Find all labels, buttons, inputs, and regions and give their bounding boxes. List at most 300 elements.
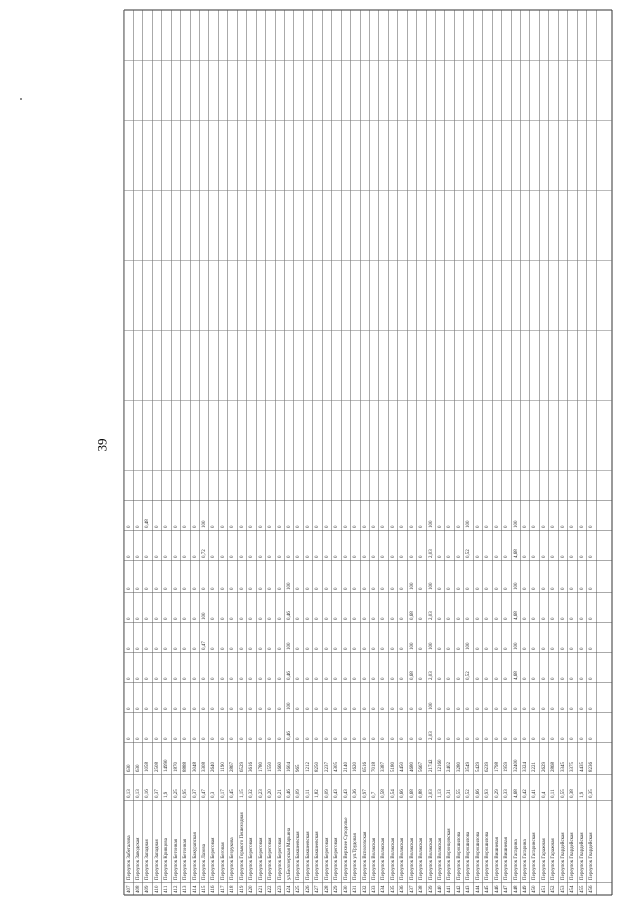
value-cell: 0 bbox=[541, 555, 547, 558]
street-name: Переулок Верхнее Суходолье bbox=[343, 817, 349, 880]
value-cell: 0 bbox=[371, 677, 377, 680]
street-name: Переулок Волжская bbox=[371, 837, 377, 880]
area-m2: 2867 bbox=[230, 762, 236, 772]
row-number: 444 bbox=[475, 885, 481, 893]
row-number: 436 bbox=[400, 885, 406, 893]
value-cell: 100 bbox=[409, 582, 415, 590]
value-cell: 0 bbox=[192, 677, 198, 680]
value-cell: 0 bbox=[456, 617, 462, 620]
row-number: 441 bbox=[447, 885, 453, 893]
row-number: 446 bbox=[494, 885, 500, 893]
area-m2: 2237 bbox=[324, 762, 330, 772]
area-m2: 2140 bbox=[343, 762, 349, 772]
value-cell: 0 bbox=[343, 677, 349, 680]
value-cell: 0 bbox=[353, 617, 359, 620]
area-m2: 2640 bbox=[211, 762, 217, 772]
length-km: 0,7 bbox=[371, 791, 377, 798]
area-m2: 630 bbox=[126, 764, 132, 772]
row-number: 442 bbox=[456, 885, 462, 893]
value-cell: 0 bbox=[183, 737, 189, 740]
row-number: 431 bbox=[353, 885, 359, 893]
value-cell: 0 bbox=[164, 587, 170, 590]
area-m2: 4435 bbox=[579, 762, 585, 772]
value-cell: 0 bbox=[305, 677, 311, 680]
length-km: 0,35 bbox=[589, 789, 595, 798]
value-cell: 0 bbox=[324, 647, 330, 650]
value-cell: 0 bbox=[551, 587, 557, 590]
length-km: 0,42 bbox=[522, 789, 528, 798]
value-cell: 0 bbox=[277, 587, 283, 590]
value-cell: 0 bbox=[570, 707, 576, 710]
value-cell: 0 bbox=[541, 737, 547, 740]
value-cell: 0 bbox=[126, 737, 132, 740]
value-cell: 0 bbox=[315, 677, 321, 680]
value-cell: 0 bbox=[239, 647, 245, 650]
value-cell: 0 bbox=[390, 617, 396, 620]
value-cell: 0 bbox=[324, 555, 330, 558]
length-km: 1,13 bbox=[438, 789, 444, 798]
value-cell: 0 bbox=[173, 555, 179, 558]
row-number: 408 bbox=[135, 885, 141, 893]
value-cell: 0 bbox=[353, 707, 359, 710]
value-cell: 0 bbox=[475, 587, 481, 590]
value-cell: 0 bbox=[504, 555, 510, 558]
value-cell: 0 bbox=[589, 707, 595, 710]
value-cell: 0 bbox=[381, 617, 387, 620]
value-cell: 0 bbox=[438, 587, 444, 590]
value-cell: 0 bbox=[334, 647, 340, 650]
row-number: 449 bbox=[522, 885, 528, 893]
row-number: 429 bbox=[334, 885, 340, 893]
value-cell: 0 bbox=[362, 737, 368, 740]
length-km: 0,47 bbox=[202, 789, 208, 798]
value-cell: 0 bbox=[334, 677, 340, 680]
value-cell: 100 bbox=[428, 582, 434, 590]
street-name: Переулок Волжская bbox=[409, 837, 415, 880]
value-cell: 0 bbox=[362, 587, 368, 590]
value-cell: 0 bbox=[343, 647, 349, 650]
length-km: 0,88 bbox=[419, 789, 425, 798]
row-number: 412 bbox=[173, 885, 179, 893]
value-cell: 0 bbox=[532, 525, 538, 528]
length-km: 1,9 bbox=[164, 791, 170, 798]
value-cell: 0 bbox=[135, 677, 141, 680]
value-cell: 0 bbox=[315, 737, 321, 740]
street-name: Переулок Воронцовская bbox=[447, 828, 453, 880]
length-km: 0,13 bbox=[126, 789, 132, 798]
value-cell: 0 bbox=[230, 677, 236, 680]
value-cell: 0 bbox=[362, 525, 368, 528]
area-m2: 3549 bbox=[466, 762, 472, 772]
street-name: Переулок Гагарина bbox=[522, 839, 528, 880]
row-number: 424 bbox=[286, 885, 292, 893]
value-cell: 0 bbox=[202, 737, 208, 740]
row-number: 428 bbox=[324, 885, 330, 893]
value-cell: 0 bbox=[183, 617, 189, 620]
value-cell: 0 bbox=[164, 555, 170, 558]
area-m2: 2221 bbox=[532, 762, 538, 772]
value-cell: 100 bbox=[513, 642, 519, 650]
value-cell: 0 bbox=[570, 737, 576, 740]
area-m2: 6239 bbox=[485, 762, 491, 772]
row-number: 448 bbox=[513, 885, 519, 893]
value-cell: 0 bbox=[381, 707, 387, 710]
value-cell: 0 bbox=[135, 525, 141, 528]
value-cell: 0 bbox=[560, 555, 566, 558]
value-cell: 0 bbox=[268, 647, 274, 650]
value-cell: 0 bbox=[173, 525, 179, 528]
value-cell: 0 bbox=[560, 677, 566, 680]
row-number: 440 bbox=[438, 885, 444, 893]
value-cell: 0 bbox=[362, 647, 368, 650]
area-m2: 1959 bbox=[504, 762, 510, 772]
value-cell: 0 bbox=[277, 647, 283, 650]
value-cell: 0 bbox=[211, 617, 217, 620]
street-name: Переулок Гагаринская bbox=[532, 832, 538, 880]
value-cell: 0 bbox=[371, 737, 377, 740]
value-cell: 0 bbox=[390, 525, 396, 528]
value-cell: 0 bbox=[409, 737, 415, 740]
value-cell: 0 bbox=[560, 647, 566, 650]
value-cell: 0 bbox=[192, 737, 198, 740]
value-cell: 0 bbox=[192, 707, 198, 710]
value-cell: 0 bbox=[126, 587, 132, 590]
value-cell: 0 bbox=[522, 525, 528, 528]
street-name: Переулок Волжская bbox=[400, 837, 406, 880]
value-cell: 0 bbox=[343, 617, 349, 620]
row-number: 407 bbox=[126, 885, 132, 893]
value-cell: 0 bbox=[504, 647, 510, 650]
value-cell: 0 bbox=[249, 555, 255, 558]
value-cell: 100 bbox=[286, 642, 292, 650]
value-cell: 0 bbox=[485, 617, 491, 620]
row-number: 427 bbox=[315, 885, 321, 893]
value-cell: 0 bbox=[268, 737, 274, 740]
value-cell: 0 bbox=[296, 707, 302, 710]
value-cell: 0 bbox=[305, 737, 311, 740]
street-name: Переулок Гаражная bbox=[551, 838, 557, 880]
street-name: Переулок Береговая bbox=[249, 837, 255, 880]
length-km: 0,95 bbox=[183, 789, 189, 798]
value-cell: 0 bbox=[541, 525, 547, 528]
row-number: 419 bbox=[239, 885, 245, 893]
area-m2: 5180 bbox=[390, 762, 396, 772]
area-m2: 7018 bbox=[371, 762, 377, 772]
street-name: Переулок Бетонная bbox=[183, 839, 189, 880]
value-cell: 0 bbox=[173, 647, 179, 650]
value-cell: 0 bbox=[579, 617, 585, 620]
street-name: Переулок Береговая bbox=[268, 837, 274, 880]
value-cell: 0 bbox=[334, 525, 340, 528]
value-cell: 0 bbox=[183, 707, 189, 710]
length-km: 0,21 bbox=[277, 789, 283, 798]
value-cell: 0 bbox=[551, 525, 557, 528]
area-m2: 8888 bbox=[183, 762, 189, 772]
row-number: 425 bbox=[296, 885, 302, 893]
value-cell: 0 bbox=[541, 617, 547, 620]
length-km: 0,97 bbox=[362, 789, 368, 798]
value-cell: 0 bbox=[258, 555, 264, 558]
value-cell: 0 bbox=[353, 647, 359, 650]
row-number: 421 bbox=[258, 885, 264, 893]
value-cell: 0 bbox=[541, 647, 547, 650]
area-m2: 3048 bbox=[192, 762, 198, 772]
area-m2: 8250 bbox=[315, 762, 321, 772]
value-cell: 0 bbox=[315, 587, 321, 590]
value-cell: 0 bbox=[277, 617, 283, 620]
value-cell: 0 bbox=[154, 737, 160, 740]
value-cell: 0 bbox=[522, 617, 528, 620]
street-name: Переулок Гвардейская bbox=[589, 832, 595, 880]
value-cell: 0 bbox=[362, 617, 368, 620]
row-number: 422 bbox=[268, 885, 274, 893]
value-cell: 0 bbox=[258, 617, 264, 620]
value-cell: 0 bbox=[192, 555, 198, 558]
street-name: Переулок Волжская bbox=[438, 837, 444, 880]
street-name: Переулок Бетонная bbox=[173, 839, 179, 880]
row-number: 454 bbox=[570, 885, 576, 893]
row-number: 414 bbox=[192, 885, 198, 893]
area-m2: 8236 bbox=[589, 762, 595, 772]
value-cell: 0 bbox=[192, 647, 198, 650]
value-cell: 0 bbox=[494, 525, 500, 528]
value-cell: 0 bbox=[447, 555, 453, 558]
value-cell: 0 bbox=[570, 677, 576, 680]
row-number: 416 bbox=[211, 885, 217, 893]
value-cell: 0 bbox=[324, 525, 330, 528]
value-cell: 0 bbox=[164, 707, 170, 710]
value-cell: 0 bbox=[192, 525, 198, 528]
value-cell: 0 bbox=[447, 617, 453, 620]
value-cell: 0 bbox=[456, 525, 462, 528]
row-number: 426 bbox=[305, 885, 311, 893]
street-name: Переулок Западная bbox=[154, 839, 160, 880]
value-cell: 0 bbox=[145, 617, 151, 620]
value-cell: 0 bbox=[324, 677, 330, 680]
street-name: Переулок Береговая bbox=[258, 837, 264, 880]
value-cell: 0 bbox=[192, 617, 198, 620]
value-cell: 0 bbox=[315, 555, 321, 558]
value-cell: 0 bbox=[570, 525, 576, 528]
value-cell: 0 bbox=[126, 677, 132, 680]
value-cell: 0,68 bbox=[409, 671, 415, 680]
value-cell: 0 bbox=[560, 525, 566, 528]
street-name: Переулок Лазова bbox=[202, 844, 208, 880]
value-cell: 0,72 bbox=[202, 549, 208, 558]
value-cell: 0 bbox=[258, 587, 264, 590]
value-cell: 0 bbox=[164, 617, 170, 620]
value-cell: 0 bbox=[579, 647, 585, 650]
value-cell: 0 bbox=[173, 737, 179, 740]
value-cell: 0 bbox=[485, 525, 491, 528]
value-cell: 100 bbox=[513, 582, 519, 590]
value-cell: 0 bbox=[400, 707, 406, 710]
value-cell: 0 bbox=[286, 525, 292, 528]
value-cell: 0 bbox=[296, 525, 302, 528]
value-cell: 0 bbox=[419, 737, 425, 740]
value-cell: 0 bbox=[456, 555, 462, 558]
value-cell: 0 bbox=[390, 677, 396, 680]
value-cell: 0 bbox=[353, 677, 359, 680]
value-cell: 0 bbox=[589, 587, 595, 590]
value-cell: 0 bbox=[183, 525, 189, 528]
value-cell: 0 bbox=[551, 737, 557, 740]
value-cell: 0 bbox=[324, 617, 330, 620]
value-cell: 100 bbox=[466, 642, 472, 650]
value-cell: 0 bbox=[202, 677, 208, 680]
value-cell: 0 bbox=[570, 587, 576, 590]
area-m2: 3616 bbox=[249, 762, 255, 772]
street-name: Переулок Береговая bbox=[211, 837, 217, 880]
value-cell: 0 bbox=[494, 647, 500, 650]
value-cell: 4,68 bbox=[513, 611, 519, 620]
area-m2: 12160 bbox=[438, 759, 444, 772]
value-cell: 100 bbox=[466, 520, 472, 528]
street-name: Переулок Волжская bbox=[428, 837, 434, 880]
value-cell: 0 bbox=[173, 707, 179, 710]
value-cell: 0 bbox=[192, 587, 198, 590]
value-cell: 0 bbox=[315, 525, 321, 528]
length-km: 0,29 bbox=[494, 789, 500, 798]
value-cell: 0 bbox=[504, 525, 510, 528]
value-cell: 0 bbox=[475, 647, 481, 650]
value-cell: 0 bbox=[211, 737, 217, 740]
length-km: 0,37 bbox=[192, 789, 198, 798]
value-cell: 0 bbox=[381, 737, 387, 740]
value-cell: 0 bbox=[154, 587, 160, 590]
value-cell: 0 bbox=[183, 587, 189, 590]
value-cell: 0 bbox=[541, 707, 547, 710]
value-cell: 0,46 bbox=[286, 611, 292, 620]
value-cell: 0 bbox=[211, 587, 217, 590]
value-cell: 0 bbox=[522, 677, 528, 680]
value-cell: 0 bbox=[466, 587, 472, 590]
value-cell: 0 bbox=[589, 525, 595, 528]
value-cell: 0 bbox=[447, 587, 453, 590]
value-cell: 4,68 bbox=[513, 671, 519, 680]
street-name: Переулок Всполохская bbox=[362, 831, 368, 880]
value-cell: 0 bbox=[390, 737, 396, 740]
value-cell: 0 bbox=[126, 707, 132, 710]
value-cell: 0 bbox=[494, 707, 500, 710]
value-cell: 0 bbox=[475, 677, 481, 680]
street-name: Переулок Ворошилова bbox=[475, 831, 481, 880]
value-cell: 0 bbox=[249, 617, 255, 620]
value-cell: 0 bbox=[277, 707, 283, 710]
value-cell: 0 bbox=[305, 525, 311, 528]
value-cell: 0 bbox=[579, 737, 585, 740]
value-cell: 0 bbox=[419, 677, 425, 680]
length-km: 0,3 bbox=[211, 791, 217, 798]
value-cell: 0 bbox=[532, 737, 538, 740]
value-cell: 100 bbox=[513, 520, 519, 528]
value-cell: 0 bbox=[371, 587, 377, 590]
value-cell: 0 bbox=[381, 647, 387, 650]
value-cell: 0 bbox=[145, 737, 151, 740]
length-km: 0,43 bbox=[334, 789, 340, 798]
value-cell: 0 bbox=[551, 617, 557, 620]
value-cell: 0 bbox=[249, 707, 255, 710]
value-cell: 0 bbox=[334, 737, 340, 740]
value-cell: 0 bbox=[456, 677, 462, 680]
value-cell: 0 bbox=[220, 677, 226, 680]
length-km: 2,03 bbox=[428, 789, 434, 798]
value-cell: 0 bbox=[343, 707, 349, 710]
row-number: 445 bbox=[485, 885, 491, 893]
value-cell: 0 bbox=[296, 677, 302, 680]
street-name: Переулок Горького Пешеходная bbox=[239, 812, 245, 880]
value-cell: 0 bbox=[164, 525, 170, 528]
value-cell: 0 bbox=[551, 707, 557, 710]
value-cell: 0 bbox=[456, 737, 462, 740]
value-cell: 0 bbox=[249, 647, 255, 650]
value-cell: 0 bbox=[485, 555, 491, 558]
length-km: 0,17 bbox=[220, 789, 226, 798]
area-m2: 32400 bbox=[513, 759, 519, 772]
value-cell: 100 bbox=[286, 702, 292, 710]
value-cell: 0 bbox=[145, 677, 151, 680]
value-cell: 0 bbox=[570, 555, 576, 558]
value-cell: 0 bbox=[334, 555, 340, 558]
value-cell: 0 bbox=[532, 555, 538, 558]
street-name: Переулок Кривцова bbox=[164, 838, 170, 880]
value-cell: 0 bbox=[447, 707, 453, 710]
value-cell: 0,68 bbox=[409, 611, 415, 620]
value-cell: 0 bbox=[239, 587, 245, 590]
length-km: 0,55 bbox=[560, 789, 566, 798]
street-name: Переулок Волжская bbox=[381, 837, 387, 880]
value-cell: 0,47 bbox=[202, 641, 208, 650]
value-cell: 0 bbox=[154, 677, 160, 680]
value-cell: 0 bbox=[494, 677, 500, 680]
value-cell: 0 bbox=[126, 647, 132, 650]
value-cell: 0 bbox=[353, 587, 359, 590]
value-cell: 0 bbox=[239, 617, 245, 620]
value-cell: 0 bbox=[362, 555, 368, 558]
value-cell: 0 bbox=[522, 707, 528, 710]
row-number: 439 bbox=[428, 885, 434, 893]
value-cell: 0 bbox=[353, 555, 359, 558]
street-name: Переулок Береговая bbox=[334, 837, 340, 880]
value-cell: 0 bbox=[324, 707, 330, 710]
value-cell: 0 bbox=[371, 707, 377, 710]
value-cell: 0 bbox=[504, 737, 510, 740]
value-cell: 0 bbox=[211, 525, 217, 528]
value-cell: 0 bbox=[522, 737, 528, 740]
street-name: Переулок Ворошилова bbox=[456, 831, 462, 880]
row-number: 437 bbox=[409, 885, 415, 893]
page-number: 39 bbox=[94, 438, 110, 452]
value-cell: 0 bbox=[485, 707, 491, 710]
value-cell: 0 bbox=[532, 587, 538, 590]
length-km: 0,37 bbox=[154, 789, 160, 798]
street-name: Переулок Бакшеевская bbox=[305, 831, 311, 880]
value-cell: 0 bbox=[371, 555, 377, 558]
value-cell: 100 bbox=[286, 582, 292, 590]
value-cell: 0 bbox=[315, 617, 321, 620]
value-cell: 0 bbox=[343, 555, 349, 558]
length-km: 0,66 bbox=[475, 789, 481, 798]
length-km: 0,46 bbox=[286, 789, 292, 798]
value-cell: 0 bbox=[258, 707, 264, 710]
value-cell: 0 bbox=[324, 587, 330, 590]
value-cell: 0 bbox=[447, 525, 453, 528]
value-cell: 0 bbox=[135, 647, 141, 650]
street-name: Переулок Безрукова bbox=[230, 837, 236, 880]
row-number: 453 bbox=[560, 885, 566, 893]
street-name: Переулок ул.Трудовая bbox=[353, 833, 359, 880]
value-cell: 0 bbox=[268, 587, 274, 590]
